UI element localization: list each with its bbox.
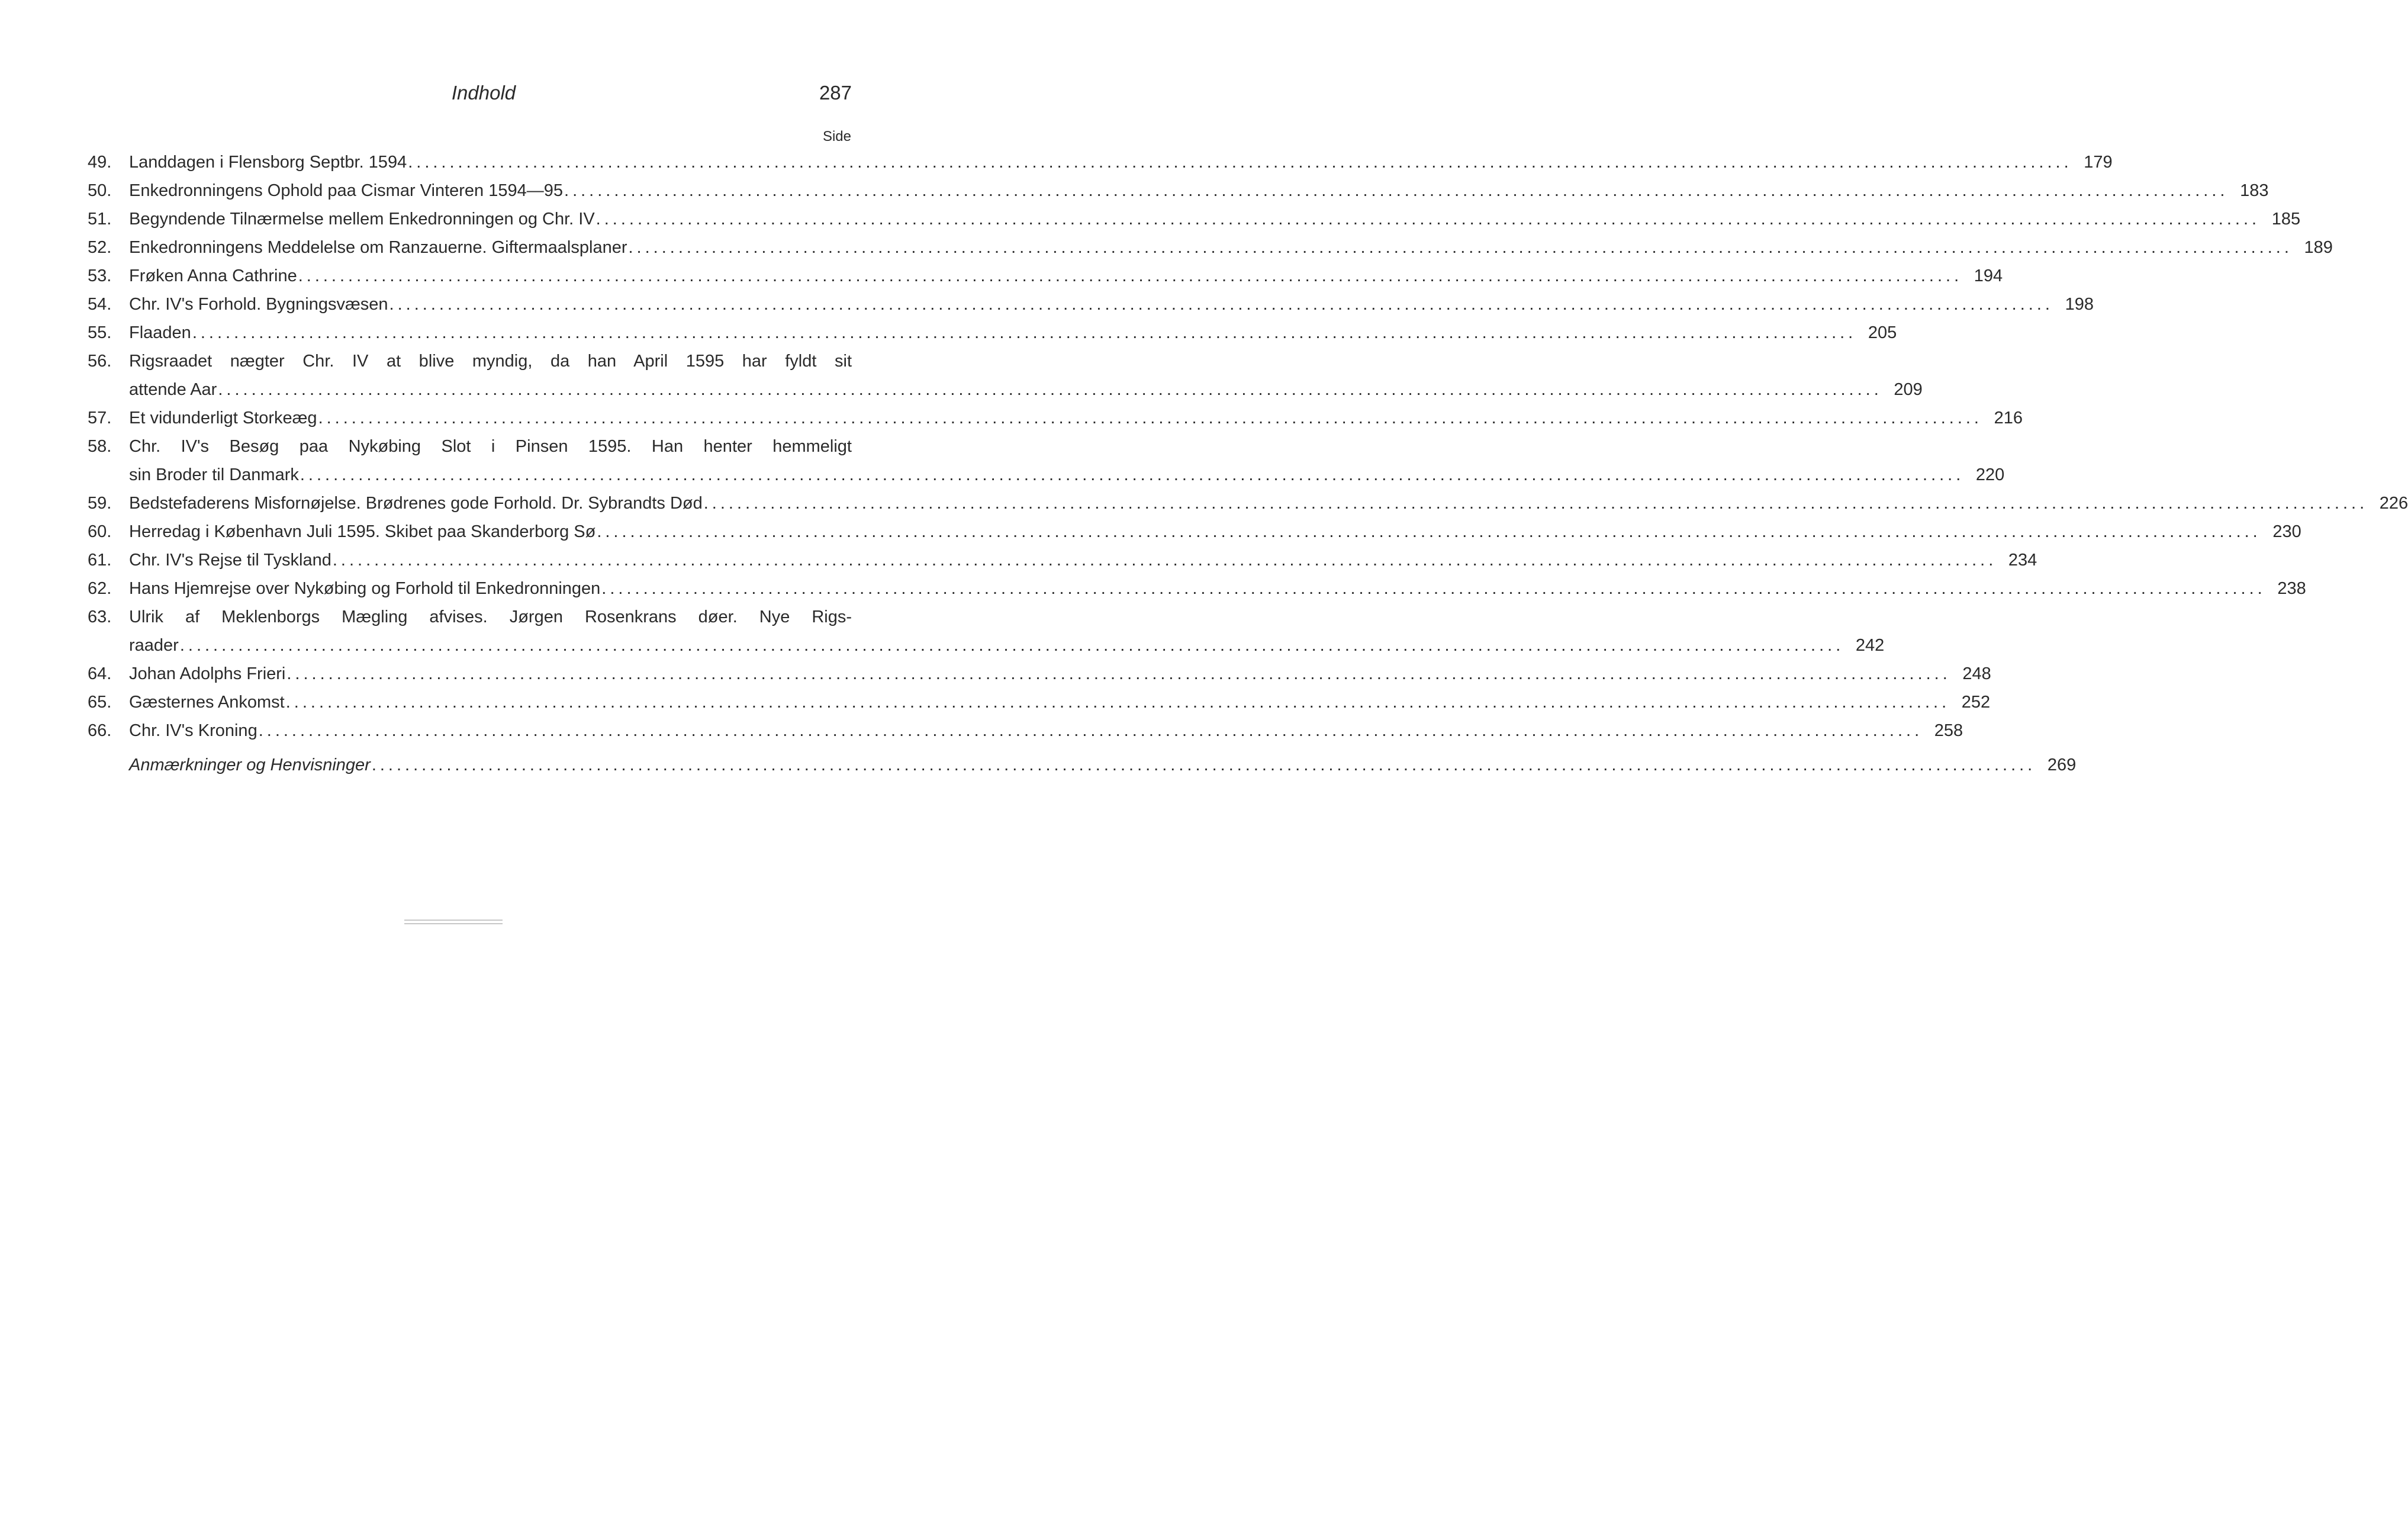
entry-body bbox=[129, 262, 2003, 290]
entry-page: 258 bbox=[1934, 721, 1963, 740]
entry-line bbox=[129, 631, 1885, 660]
toc-entry bbox=[88, 319, 1897, 347]
toc-entry bbox=[88, 290, 2094, 319]
dot-leader: ........................................................................................................................................................................................................ bbox=[285, 693, 1950, 712]
dot-leader: ........................................................................................................................................................................................................ bbox=[218, 380, 1882, 399]
entry-body bbox=[129, 176, 2269, 205]
toc-entry bbox=[88, 404, 2023, 432]
toc-entry bbox=[88, 148, 2113, 176]
entry-title: Frøken Anna Cathrine bbox=[129, 266, 297, 285]
entry-page: 194 bbox=[1974, 266, 2003, 285]
entry-line bbox=[129, 205, 2301, 233]
entry-title: sin Broder til Danmark bbox=[129, 465, 299, 484]
entry-number: 63. bbox=[88, 608, 112, 626]
entry-number: 57. bbox=[88, 409, 112, 427]
entry-line bbox=[129, 148, 2113, 176]
entry-line bbox=[129, 262, 2003, 290]
entry-line bbox=[129, 375, 1923, 404]
dot-leader: ........................................................................................................................................................................................................ bbox=[192, 323, 1857, 342]
entry-title: attende Aar bbox=[129, 380, 217, 399]
entry-title: Johan Adolphs Frieri bbox=[129, 664, 286, 683]
entry-body bbox=[129, 148, 2113, 176]
toc-entry bbox=[88, 205, 2301, 233]
appendix-entry bbox=[129, 756, 2077, 784]
entry-page: 252 bbox=[1961, 693, 1991, 712]
entry-page: 179 bbox=[2084, 153, 2113, 172]
entry-page: 238 bbox=[2277, 579, 2306, 598]
toc-entry bbox=[88, 347, 1923, 404]
entry-number: 61. bbox=[88, 551, 112, 570]
entry-body bbox=[129, 489, 2408, 518]
dot-leader: ........................................................................................................................................................................................................ bbox=[318, 409, 1982, 427]
entry-line bbox=[129, 574, 2306, 603]
entry-number: 52. bbox=[88, 238, 112, 257]
entry-number: 53. bbox=[88, 266, 112, 285]
entry-page: 198 bbox=[2065, 295, 2094, 314]
entry-title: Begyndende Tilnærmelse mellem Enkedronningen og Chr. IV bbox=[129, 210, 595, 229]
entry-line bbox=[129, 489, 2408, 518]
entry-body bbox=[129, 574, 2306, 603]
entry-line bbox=[129, 461, 2005, 489]
entry-title: Gæsternes Ankomst bbox=[129, 693, 285, 712]
entry-line bbox=[129, 404, 2023, 432]
entry-body bbox=[129, 205, 2301, 233]
entry-body bbox=[129, 233, 2333, 262]
entry-number: 62. bbox=[88, 579, 112, 598]
toc-entry bbox=[88, 518, 2301, 546]
entry-title: Enkedronningens Meddelelse om Ranzauerne. Giftermaalsplaner bbox=[129, 238, 627, 257]
page-number: 287 bbox=[819, 82, 852, 104]
dot-leader: ........................................................................................................................................................................................................ bbox=[371, 756, 2036, 774]
appendix-page: 269 bbox=[2047, 756, 2077, 774]
entry-title: raader bbox=[129, 636, 179, 655]
entry-number: 55. bbox=[88, 323, 112, 342]
entry-body bbox=[129, 660, 1991, 688]
entry-line bbox=[129, 716, 1963, 745]
entry-number: 59. bbox=[88, 494, 112, 513]
dot-leader: ........................................................................................................................................................................................................ bbox=[389, 295, 2053, 314]
dot-leader: ........................................................................................................................................................................................................ bbox=[179, 636, 1844, 655]
entry-title: Chr. IV's Rejse til Tyskland bbox=[129, 551, 331, 570]
entry-number: 54. bbox=[88, 295, 112, 314]
entry-body bbox=[129, 518, 2301, 546]
table-of-contents bbox=[88, 148, 2408, 745]
entry-title: Et vidunderligt Storkeæg bbox=[129, 409, 317, 427]
dot-leader: ........................................................................................................................................................................................................ bbox=[595, 210, 2261, 229]
entry-title: Chr. IV's Kroning bbox=[129, 721, 257, 740]
entry-page: 248 bbox=[1962, 664, 1991, 683]
entry-page: 185 bbox=[2271, 210, 2301, 229]
dot-leader: ........................................................................................................................................................................................................ bbox=[258, 721, 1923, 740]
divider-rule bbox=[404, 920, 503, 921]
toc-entry bbox=[88, 233, 2333, 262]
entry-title: Enkedronningens Ophold paa Cismar Vinteren 1594—95 bbox=[129, 181, 564, 200]
entry-page: 205 bbox=[1868, 323, 1897, 342]
entry-number: 60. bbox=[88, 522, 112, 541]
page-header bbox=[0, 82, 967, 108]
toc-entry bbox=[88, 603, 1885, 660]
entry-line bbox=[129, 518, 2301, 546]
entry-page: 220 bbox=[1975, 465, 2005, 484]
entry-title: Hans Hjemrejse over Nykøbing og Forhold til Enkedronningen bbox=[129, 579, 601, 598]
entry-page: 242 bbox=[1855, 636, 1885, 655]
dot-leader: ........................................................................................................................................................................................................ bbox=[286, 664, 1951, 683]
dot-leader: ........................................................................................................................................................................................................ bbox=[703, 494, 2368, 513]
entry-line bbox=[129, 319, 1897, 347]
toc-entry bbox=[88, 176, 2269, 205]
entry-body bbox=[129, 688, 1991, 716]
toc-entry bbox=[88, 660, 1991, 688]
dot-leader: ........................................................................................................................................................................................................ bbox=[332, 551, 1997, 570]
entry-body bbox=[129, 716, 1963, 745]
dot-leader: ........................................................................................................................................................................................................ bbox=[300, 465, 1965, 484]
entry-title: Flaaden bbox=[129, 323, 191, 342]
entry-body bbox=[129, 603, 1885, 660]
dot-leader: ........................................................................................................................................................................................................ bbox=[628, 238, 2293, 257]
entry-title-line: Chr. IV's Besøg paa Nykøbing Slot i Pinsen 1595. Han henter hemmeligt bbox=[129, 437, 852, 456]
entry-body bbox=[129, 347, 1923, 404]
entry-page: 209 bbox=[1894, 380, 1923, 399]
entry-body bbox=[129, 290, 2094, 319]
entry-number: 65. bbox=[88, 693, 112, 712]
entry-title: Herredag i København Juli 1595. Skibet paa Skanderborg Sø bbox=[129, 522, 596, 541]
entry-page: 230 bbox=[2272, 522, 2301, 541]
entry-page: 183 bbox=[2240, 181, 2269, 200]
entry-line bbox=[129, 233, 2333, 262]
entry-page: 189 bbox=[2304, 238, 2333, 257]
entry-title-line: Ulrik af Meklenborgs Mægling afvises. Jørgen Rosenkrans døer. Nye Rigs- bbox=[129, 608, 852, 626]
entry-number: 56. bbox=[88, 352, 112, 371]
toc-entry bbox=[88, 432, 2005, 489]
entry-line bbox=[129, 660, 1991, 688]
entry-line bbox=[129, 688, 1991, 716]
entry-line bbox=[129, 176, 2269, 205]
toc-entry bbox=[88, 262, 2003, 290]
entry-number: 50. bbox=[88, 181, 112, 200]
entry-page: 234 bbox=[2008, 551, 2037, 570]
entry-body bbox=[129, 319, 1897, 347]
dot-leader: ........................................................................................................................................................................................................ bbox=[597, 522, 2261, 541]
entry-page: 216 bbox=[1994, 409, 2023, 427]
page-column-label: Side bbox=[822, 128, 851, 144]
entry-line bbox=[129, 290, 2094, 319]
entry-title-line: Rigsraadet nægter Chr. IV at blive myndig, da han April 1595 har fyldt sit bbox=[129, 352, 852, 371]
entry-page: 226 bbox=[2379, 494, 2408, 513]
entry-number: 66. bbox=[88, 721, 112, 740]
entry-body bbox=[129, 404, 2023, 432]
entry-number: 58. bbox=[88, 437, 112, 456]
entry-title: Bedstefaderens Misfornøjelse. Brødrenes gode Forhold. Dr. Sybrandts Død bbox=[129, 494, 703, 513]
toc-entry bbox=[88, 574, 2306, 603]
entry-body bbox=[129, 546, 2037, 574]
toc-entry bbox=[88, 716, 1963, 745]
toc-entry bbox=[88, 688, 1991, 716]
dot-leader: ........................................................................................................................................................................................................ bbox=[298, 266, 1963, 285]
entry-title: Chr. IV's Forhold. Bygningsvæsen bbox=[129, 295, 388, 314]
toc-entry bbox=[88, 489, 2408, 518]
appendix-title: Anmærkninger og Henvisninger bbox=[129, 756, 371, 774]
entry-title: Landdagen i Flensborg Septbr. 1594 bbox=[129, 153, 407, 172]
entry-number: 49. bbox=[88, 153, 112, 172]
running-title: Indhold bbox=[451, 82, 516, 104]
dot-leader: ........................................................................................................................................................................................................ bbox=[564, 181, 2229, 200]
entry-body bbox=[129, 432, 2005, 489]
entry-number: 64. bbox=[88, 664, 112, 683]
dot-leader: ........................................................................................................................................................................................................ bbox=[601, 579, 2266, 598]
toc-entry bbox=[88, 546, 2037, 574]
dot-leader: ........................................................................................................................................................................................................ bbox=[408, 153, 2072, 172]
divider-rule bbox=[404, 923, 503, 924]
entry-line bbox=[129, 546, 2037, 574]
entry-number: 51. bbox=[88, 210, 112, 229]
